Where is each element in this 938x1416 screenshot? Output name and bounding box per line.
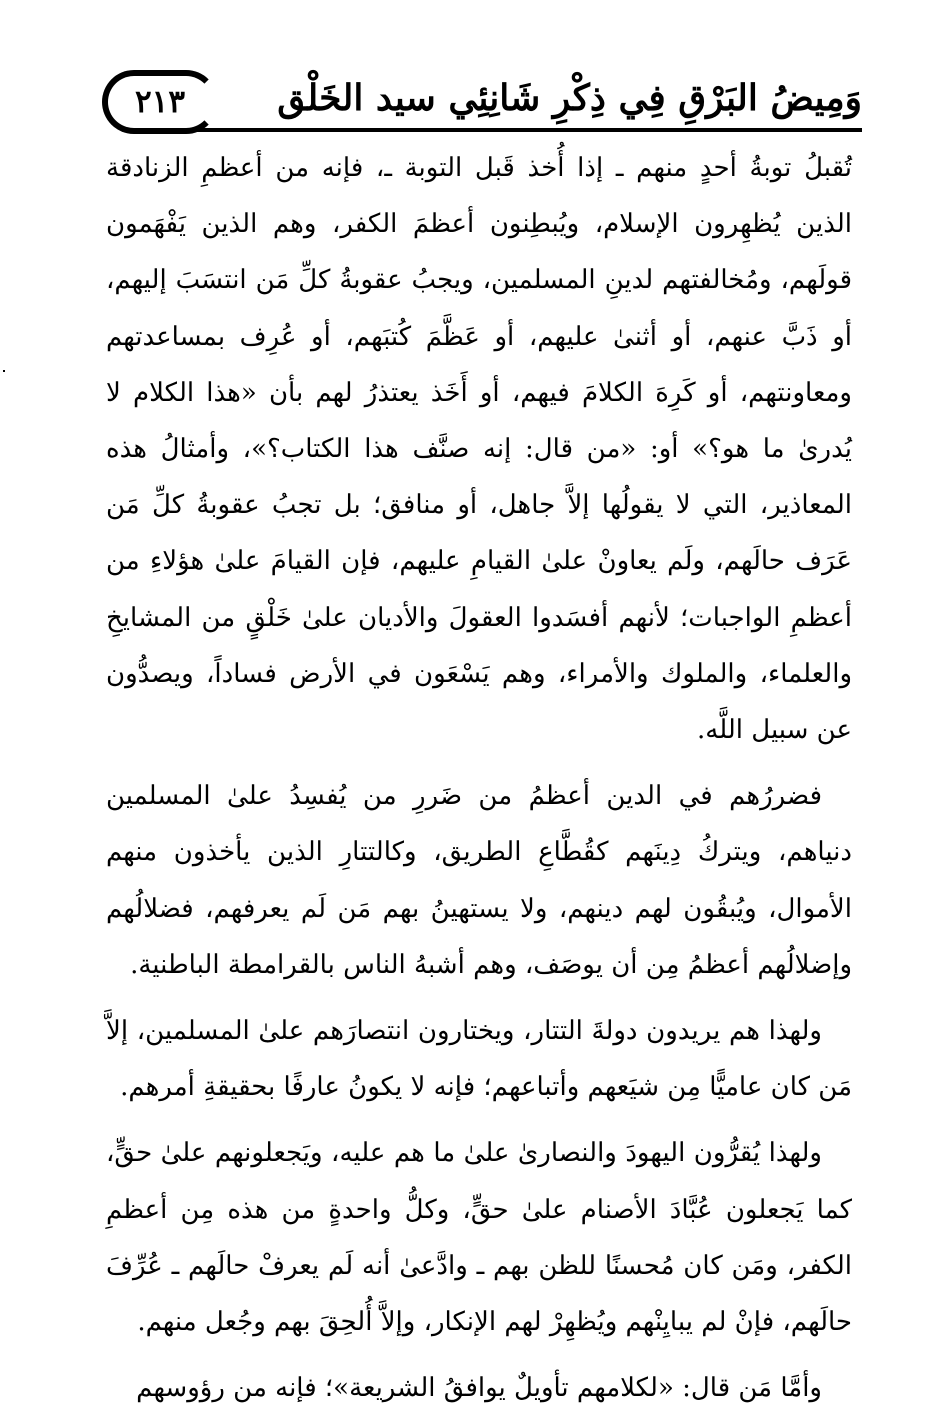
page-header <box>100 68 862 132</box>
page-number-badge <box>102 70 218 134</box>
paragraph: تُقبلُ توبةُ أحدٍ منهم ـ إذا أُخذ قَبل التوبة ـ، فإنه من أعظمِ الزنادقة الذين يُظهِرون الإسلام، ويُبطِنون أعظمَ الكفر، وهم الذين يَفْهَمون قولَهم، ومُخالفتهم لدينِ المسلمين، ويجبُ عقوبةُ كلِّ مَن انتسَبَ إليهم، أو ذَبَّ عنهم، أو أثنىٰ عليهم، أو عَظَّمَ كُتبَهم، أو عُرِف بمساعدتهم ومعاونتهم، أو كَرِهَ الكلامَ فيهم، أو أَخَذ يعتذرُ لهم بأن «هذا الكلام لا يُدرىٰ ما هو؟» أو: «من قال: إنه صنَّف هذا الكتاب؟»، وأمثالُ هذه المعاذير، التي لا يقولُها إلاَّ جاهل، أو منافق؛ بل تجبُ عقوبةُ كلِّ مَن عَرَف حالَهم، ولَم يعاونْ علىٰ القيامِ عليهم، فإن القيامَ علىٰ هؤلاءِ من أعظمِ الواجبات؛ لأنهم أفسَدوا العقولَ والأديان علىٰ خَلْقٍ من المشايخِ والعلماء، والملوك والأمراء، وهم يَسْعَون في الأرض فساداً، ويصدُّون عن سبيل اللَّه. <box>106 153 852 746</box>
header-rule <box>196 128 862 132</box>
paragraph: فضررُهم في الدين أعظمُ من ضَررِ من يُفسِدُ علىٰ المسلمين دنياهم، ويتركُ دِينَهم كقُطَّاعِ الطريق، وكالتتارِ الذين يأخذون منهم الأموال، ويُبقُون لهم دينهم، ولا يستهينُ بهم مَن لَم يعرفهم، فضلالُهم وإضلالُهم أعظمُ مِن أن يوصَف، وهم أشبهُ الناس بالقرامطة الباطنية. <box>106 781 852 980</box>
margin-mark <box>3 370 5 372</box>
paragraph: ولهذا يُقرُّون اليهودَ والنصارىٰ علىٰ ما هم عليه، ويَجعلونهم علىٰ حقٍّ، كما يَجعلون عُبَّادَ الأصنام علىٰ حقٍّ، وكلُّ واحدةٍ من هذه مِن أعظمِ الكفر، ومَن كان مُحسنًا للظن بهم ـ وادَّعىٰ أنه لَم يعرفْ حالَهم ـ عُرِّفَ حالَهم، فإنْ لم يبايِنْهم ويُظهِرْ لهم الإنكار، وإلاَّ أُلحِقَ بهم وجُعل منهم. <box>106 1138 852 1338</box>
paragraph: وأمَّا مَن قال: «لكلامهم تأويلٌ يوافقُ الشريعة»؛ فإنه من رؤوسهم <box>136 1373 822 1404</box>
paragraph: ولهذا هم يريدون دولةَ التتار، ويختارون انتصارَهم علىٰ المسلمين، إلاَّ مَن كان عاميًّا مِن شيَعهم وأتباعهم؛ فإنه لا يكونُ عارفًا بحقيقةِ أمرهم. <box>106 1016 852 1103</box>
body-text <box>106 140 852 1416</box>
running-title: وَمِيضُ البَرْقِ فِي ذِكْرِ شَانِئِي سيد الخَلْق <box>277 77 862 119</box>
page-number: ٢١٣ <box>135 83 185 120</box>
